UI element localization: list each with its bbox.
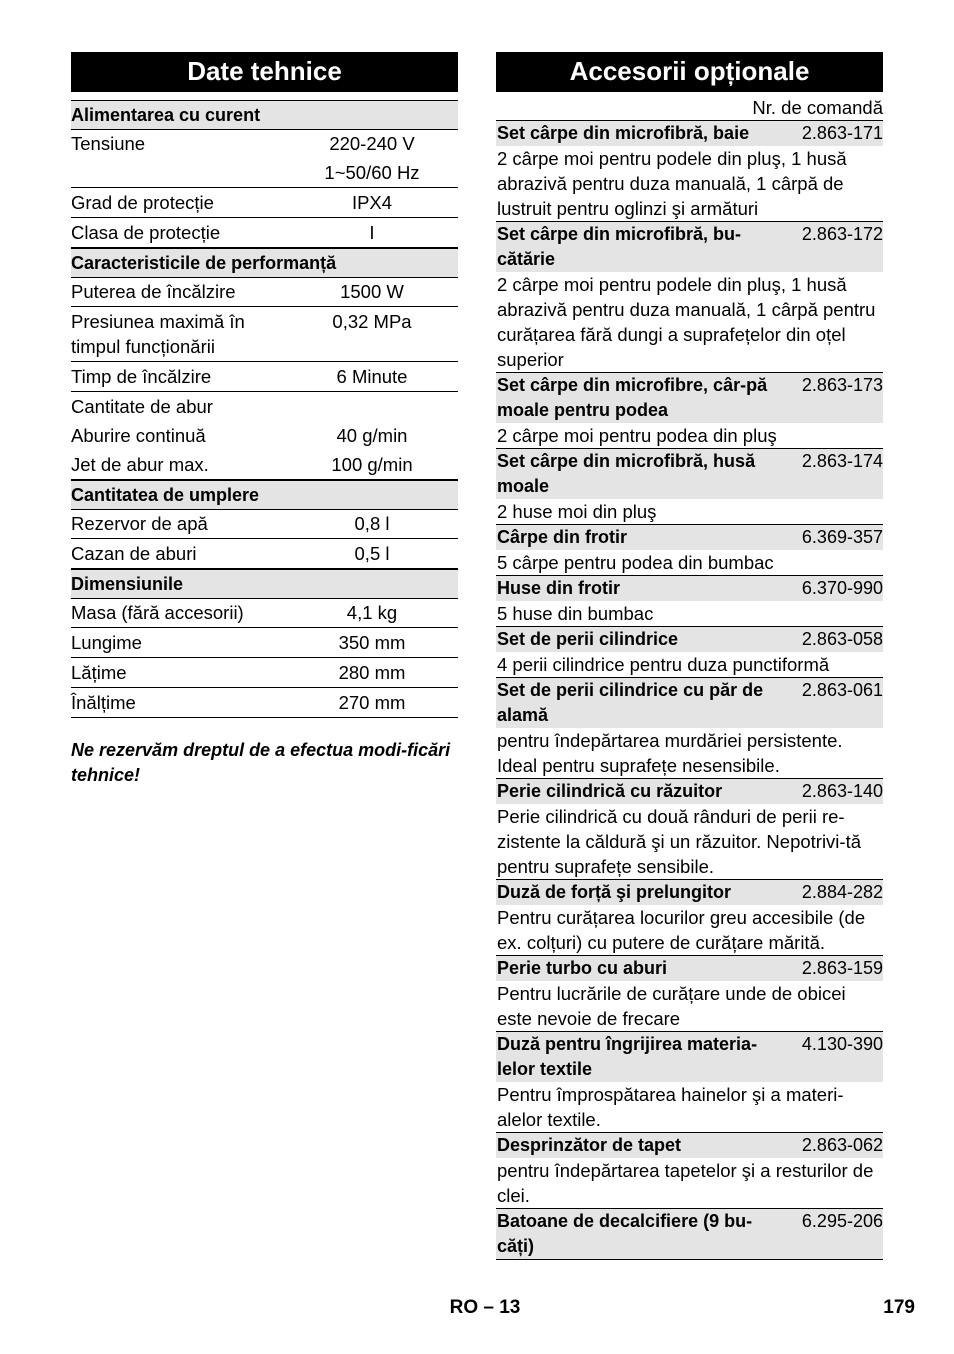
accessory-header	[496, 449, 883, 499]
accessory-item	[496, 1031, 883, 1132]
accessory-description: 2 cârpe moi pentru podele din pluş, 1 husă abrazivă pentru duza manuală, 1 cârpă pentru curățarea fără dungi a suprafețelor din oțel superior	[497, 274, 876, 370]
spec-label: Cazan de aburi	[71, 543, 197, 564]
page-number: 179	[883, 1297, 915, 1318]
technical-changes-note: Ne rezervăm dreptul de a efectua modi-ficări tehnice!	[71, 740, 451, 785]
spec-value	[296, 394, 458, 419]
technical-data-title: Date tehnice	[71, 52, 458, 92]
spec-row	[71, 509, 458, 539]
order-number-header: Nr. de comandă	[752, 97, 883, 118]
accessory-header	[496, 525, 883, 550]
accessory-header	[496, 576, 883, 601]
spec-value: 280 mm	[338, 662, 406, 683]
spec-section-header: Dimensiunile	[71, 569, 458, 599]
accessory-order-number: 2.863-061	[801, 680, 883, 700]
spec-label: Grad de protecție	[71, 192, 214, 213]
accessory-item	[496, 448, 883, 524]
accessories-column	[496, 52, 883, 1260]
spec-value: 270 mm	[338, 692, 406, 713]
spec-row	[71, 218, 458, 248]
spec-row	[71, 277, 458, 307]
spec-row	[71, 450, 458, 480]
accessory-description: 2 cârpe moi pentru podea din pluş	[497, 425, 777, 446]
spec-value: 4,1 kg	[346, 602, 398, 623]
accessory-order-number: 6.369-357	[801, 527, 883, 547]
spec-row	[71, 539, 458, 569]
spec-value: 1500 W	[340, 281, 404, 302]
accessories-title: Accesorii opționale	[496, 52, 883, 92]
spec-value: IPX4	[351, 192, 393, 213]
spec-row	[71, 188, 458, 218]
accessory-order-number: 2.863-172	[801, 224, 883, 244]
accessory-description: Pentru lucrările de curățare unde de obicei este nevoie de frecare	[497, 983, 846, 1029]
spec-label: Cantitate de abur	[71, 396, 213, 417]
accessory-name: Duză pentru îngrijirea materia-lelor textile	[497, 1034, 758, 1079]
accessory-description: 5 huse din bumbac	[497, 603, 654, 624]
accessory-order-number: 2.863-062	[801, 1135, 883, 1155]
accessory-item	[496, 879, 883, 955]
spec-label: Rezervor de apă	[71, 513, 208, 534]
accessory-item	[496, 221, 883, 372]
spec-section-header: Alimentarea cu curent	[71, 100, 458, 130]
accessory-header	[496, 880, 883, 905]
spec-label: Clasa de protecție	[71, 222, 221, 243]
spec-table	[71, 100, 458, 718]
accessory-name: Set cârpe din microfibră, husă moale	[497, 451, 756, 496]
spec-label: Tensiune	[71, 133, 146, 154]
spec-value: 100 g/min	[331, 454, 413, 475]
spec-value: I	[369, 222, 375, 243]
spec-row	[71, 362, 458, 392]
accessory-header	[496, 779, 883, 804]
spec-label: Puterea de încălzire	[71, 281, 236, 302]
spec-label: Aburire continuă	[71, 425, 206, 446]
accessory-item	[496, 778, 883, 879]
spec-row	[71, 392, 458, 421]
spec-value: 40 g/min	[336, 425, 408, 446]
accessory-order-number: 2.863-159	[801, 958, 883, 978]
spec-label: Lungime	[71, 632, 142, 653]
accessory-item	[496, 677, 883, 778]
accessory-name: Set de perii cilindrice	[497, 629, 679, 649]
spec-value: 0,8 l	[354, 513, 390, 534]
accessory-name: Perie cilindrică cu răzuitor	[497, 781, 723, 801]
accessory-description: 5 cârpe pentru podea din bumbac	[497, 552, 774, 573]
spec-section-header: Caracteristicile de performanță	[71, 248, 458, 278]
accessory-name: Cârpe din frotir	[497, 527, 628, 547]
spec-row	[71, 421, 458, 450]
spec-row	[71, 688, 458, 718]
spec-row	[71, 658, 458, 688]
spec-value: 350 mm	[338, 632, 406, 653]
accessory-header	[496, 1032, 883, 1082]
spec-value: 0,5 l	[354, 543, 390, 564]
spec-row	[71, 158, 458, 188]
accessory-description: pentru îndepărtarea tapetelor şi a resturilor de clei.	[497, 1160, 874, 1206]
spec-value: 1~50/60 Hz	[324, 162, 420, 183]
accessory-header	[496, 222, 883, 272]
accessory-item	[496, 626, 883, 677]
accessory-name: Set cârpe din microfibră, baie	[497, 123, 750, 143]
technical-data-column	[71, 52, 458, 788]
accessory-header	[496, 627, 883, 652]
accessory-name: Set de perii cilindrice cu păr de alamă	[497, 680, 764, 725]
accessory-description: Pentru împrospătarea hainelor şi a materi-alelor textile.	[497, 1084, 844, 1130]
accessory-order-number: 2.863-173	[801, 375, 883, 395]
accessory-order-number: 2.863-174	[801, 451, 883, 471]
accessory-order-number: 2.863-058	[801, 629, 883, 649]
accessory-item	[496, 575, 883, 626]
spec-label: Timp de încălzire	[71, 366, 212, 387]
spec-label: Masa (fără accesorii)	[71, 602, 244, 623]
spec-value: 220-240 V	[329, 133, 415, 154]
accessory-description: pentru îndepărtarea murdăriei persistente. Ideal pentru suprafețe nesensibile.	[497, 730, 843, 776]
accessory-item	[496, 1132, 883, 1208]
accessory-header	[496, 373, 883, 423]
spec-label: Înălțime	[71, 692, 136, 713]
spec-label	[71, 160, 296, 185]
accessory-item	[496, 955, 883, 1031]
accessory-order-number: 4.130-390	[801, 1034, 883, 1054]
accessory-order-number: 6.295-206	[801, 1211, 883, 1231]
spec-label: Jet de abur max.	[71, 454, 209, 475]
accessory-order-number: 6.370-990	[801, 578, 883, 598]
accessory-header	[496, 678, 883, 728]
spec-label: Presiunea maximă în timpul funcționării	[71, 311, 245, 357]
accessory-header	[496, 1133, 883, 1158]
spec-value: 0,32 MPa	[332, 311, 412, 332]
accessory-name: Set cârpe din microfibre, câr-pă moale pentru podea	[497, 375, 768, 420]
accessory-description: 4 perii cilindrice pentru duza punctiformă	[497, 654, 830, 675]
accessory-item	[496, 1208, 883, 1260]
spec-label: Lățime	[71, 662, 127, 683]
accessory-name: Batoane de decalcifiere (9 bu-căți)	[497, 1211, 753, 1256]
accessory-header	[496, 121, 883, 146]
accessory-name: Desprinzător de tapet	[497, 1135, 682, 1155]
accessory-item	[496, 372, 883, 448]
spec-row	[71, 628, 458, 658]
accessory-name: Set cârpe din microfibră, bu-cătărie	[497, 224, 742, 269]
accessory-item	[496, 524, 883, 575]
spec-value: 6 Minute	[336, 366, 408, 387]
accessory-name: Huse din frotir	[497, 578, 621, 598]
footer-section-label: RO – 13	[449, 1297, 521, 1318]
spec-row	[71, 307, 458, 362]
spec-section-header: Cantitatea de umplere	[71, 480, 458, 510]
spec-row	[71, 129, 458, 158]
accessory-header	[496, 1209, 883, 1259]
accessory-name: Duză de forță şi prelungitor	[497, 882, 732, 902]
accessory-name: Perie turbo cu aburi	[497, 958, 668, 978]
accessory-description: Perie cilindrică cu două rânduri de perii re-zistente la căldură şi un răzuitor. Nepotrivi-tă pentru suprafețe sensibile.	[497, 806, 862, 877]
accessory-description: 2 huse moi din pluş	[497, 501, 657, 522]
accessory-description: Pentru curățarea locurilor greu accesibile (de ex. colțuri) cu putere de curățare mărită.	[497, 907, 866, 953]
accessory-order-number: 2.863-171	[801, 123, 883, 143]
accessory-item	[496, 120, 883, 221]
accessory-description: 2 cârpe moi pentru podele din pluş, 1 husă abrazivă pentru duza manuală, 1 cârpă de lustruit pentru oglinzi şi armături	[497, 148, 847, 219]
spec-row	[71, 598, 458, 628]
accessory-header	[496, 956, 883, 981]
accessories-list	[496, 120, 883, 1260]
accessory-order-number: 2.863-140	[801, 781, 883, 801]
accessory-order-number: 2.884-282	[801, 882, 883, 902]
